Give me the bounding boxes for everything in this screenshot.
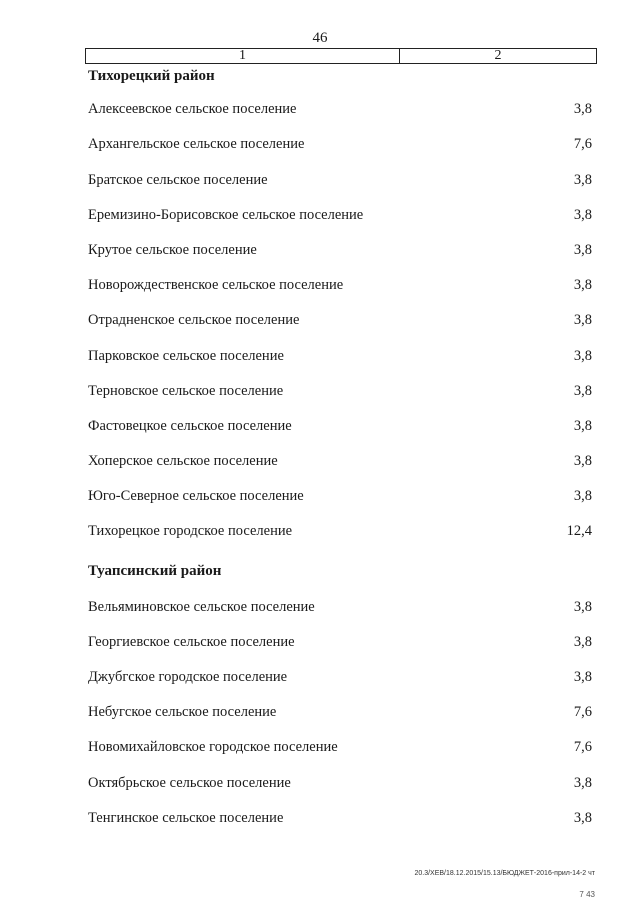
table-row [88,402,592,437]
settlement-value: 7,6 [573,739,592,756]
settlement-value: 3,8 [573,277,592,294]
table-row [88,653,592,688]
settlement-name: Архангельское сельское поселение [88,136,305,153]
table-row [88,85,592,120]
settlement-name: Октябрьское сельское поселение [88,774,291,791]
section-rows [88,582,592,828]
table-row [88,688,592,723]
settlement-name: Тенгинское сельское поселение [88,809,284,826]
settlement-name: Алексеевское сельское поселение [88,101,297,118]
settlement-name: Отрадненское сельское поселение [88,312,300,329]
table-row [88,226,592,261]
settlement-value: 3,8 [573,453,592,470]
settlement-value: 3,8 [573,312,592,329]
header-column-2: 2 [494,48,502,63]
table-row [88,758,592,793]
section-title: Тихорецкий район [88,68,215,84]
settlement-value: 3,8 [573,417,592,434]
table-row [88,191,592,226]
settlement-name: Небугское сельское поселение [88,704,277,721]
table-row [88,331,592,366]
settlement-value: 3,8 [573,774,592,791]
settlement-value: 3,8 [573,598,592,615]
page-number: 46 [312,30,328,46]
settlement-name: Георгиевское сельское поселение [88,633,295,650]
settlement-name: Фастовецкое сельское поселение [88,417,292,434]
page-mark: 7 43 [579,890,595,899]
settlement-name: Новомихайловское городское поселение [88,739,338,756]
settlement-name: Тихорецкое городское поселение [88,523,293,540]
settlement-value: 12,4 [566,523,592,540]
document-content [88,67,592,829]
settlement-name: Новорождественское сельское поселение [88,277,344,294]
table-header [85,48,597,64]
settlement-name: Еремизино-Борисовское сельское поселение [88,206,364,223]
table-row [88,507,592,542]
settlement-value: 3,8 [573,347,592,364]
table-row [88,367,592,402]
table-row [88,437,592,472]
table-row [88,794,592,829]
settlement-value: 3,8 [573,206,592,223]
settlement-value: 3,8 [573,382,592,399]
section-rows [88,85,592,542]
settlement-name: Юго-Северное сельское поселение [88,488,304,505]
section-spacer [88,542,592,560]
settlement-name: Вельяминовское сельское поселение [88,598,315,615]
settlement-name: Крутое сельское поселение [88,241,257,258]
settlement-value: 3,8 [573,488,592,505]
table-row [88,618,592,653]
settlement-value: 3,8 [573,633,592,650]
settlement-name: Джубгское городское поселение [88,669,288,685]
table-row [88,723,592,758]
table-row [88,155,592,190]
table-row [88,472,592,507]
table-row [88,261,592,296]
settlement-value: 3,8 [573,171,592,188]
settlement-name: Братское сельское поселение [88,171,268,188]
table-row [88,582,592,617]
header-column-1: 1 [86,49,400,63]
settlement-value: 3,8 [573,101,592,118]
settlement-value: 3,8 [573,241,592,258]
settlement-value: 7,6 [573,136,592,153]
settlement-name: Терновское сельское поселение [88,382,284,399]
settlement-value: 3,8 [573,669,592,685]
table-row [88,120,592,155]
document-code: 20.3/ХЕВ/18.12.2015/15.13/БЮДЖЕТ-2016-прил-14-2 чт [414,870,595,877]
settlement-value: 3,8 [573,809,592,826]
settlement-name: Парковское сельское поселение [88,347,284,364]
section-title: Туапсинский район [88,563,222,580]
table-row [88,296,592,331]
settlement-name: Хоперское сельское поселение [88,453,278,470]
settlement-value: 7,6 [573,704,592,721]
